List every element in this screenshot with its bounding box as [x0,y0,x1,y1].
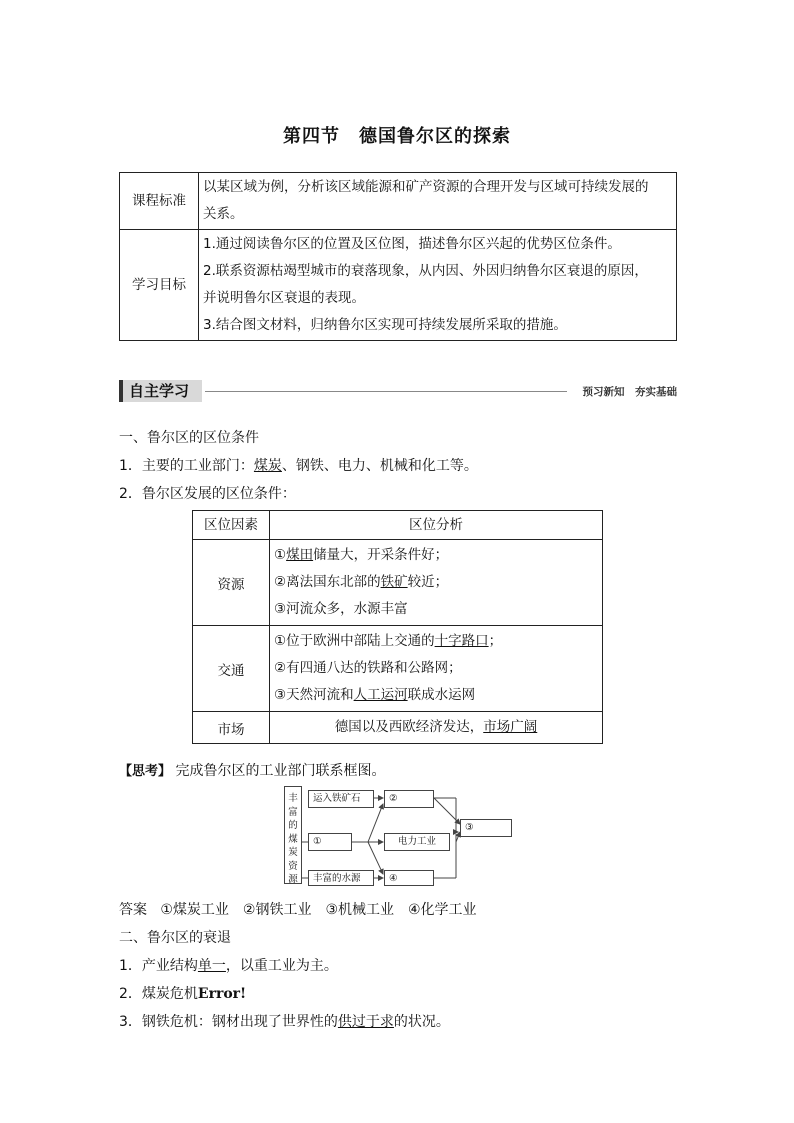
location-table [192,510,603,744]
industry-diagram [284,786,514,886]
text-span: ① [274,547,287,563]
text-line: 并说明鲁尔区衰退的表现。 [203,290,365,306]
blank-box-2: ② [384,790,434,808]
text-span: ，以重工业为主。 [225,958,338,974]
factor-analysis [270,540,603,626]
coal-resource-box: 丰富的煤炭资源 [284,786,302,884]
think-text: 完成鲁尔区的工业部门联系框图。 [175,763,386,779]
answer-text: ①煤炭工业 ②钢铁工业 ③机械工业 ④化学工业 [160,902,477,918]
text-line [274,682,598,709]
text-span: 的状况。 [393,1014,450,1030]
standard-label: 课程标准 [120,173,199,230]
table-header-row [193,511,603,540]
underlined-answer: 煤田 [286,547,314,563]
text-span: ③天然河流和 [274,687,354,703]
text-line: ②有四通八达的铁路和公路网； [274,660,462,676]
answer-line [119,899,477,919]
text-span: 3．钢铁危机：钢材出现了世界性的 [119,1014,338,1030]
text-span: ①位于欧洲中部陆上交通的 [274,633,435,649]
underlined-answer: 十字路口 [434,633,489,649]
underlined-answer: 单一 [197,958,226,974]
factor-analysis [270,626,603,712]
text-line [274,542,598,569]
factor-label: 交通 [193,626,270,712]
text-span: 2．煤炭危机 [119,986,198,1002]
part1-item2: 2．鲁尔区发展的区位条件： [119,486,296,502]
blank-box-4: ④ [384,870,434,886]
text-line: 关系。 [203,206,244,222]
text-span: ②离法国东北部的 [274,574,381,590]
underlined-answer: 供过于求 [337,1014,394,1030]
table-row [120,230,677,341]
section-divider [205,391,567,392]
curriculum-table [119,172,677,341]
factor-label: 资源 [193,540,270,626]
text-span: 1．主要的工业部门： [119,458,254,474]
factor-analysis [270,712,603,744]
text-line: ③河流众多，水源丰富 [274,601,408,617]
blank-box-1: ① [308,833,352,851]
page-title: 第四节 德国鲁尔区的探索 [283,126,511,147]
part2-item2 [119,983,246,1003]
text-line [274,628,598,655]
text-line: 3.结合图文材料，归纳鲁尔区实现可持续发展所采取的措施。 [203,317,567,333]
table-row [193,712,603,744]
text-line: 2.联系资源枯竭型城市的衰落现象，从内因、外因归纳鲁尔区衰退的原因， [203,263,648,279]
text-span: ； [488,633,503,649]
underlined-answer: 人工运河 [353,687,408,703]
error-text: Error! [197,986,247,1002]
goal-label: 学习目标 [120,230,199,341]
text-span: 、钢铁、电力、机械和化工等。 [281,458,478,474]
think-label: 【思考】 [119,764,172,779]
text-span: 1．产业结构 [119,958,198,974]
table-row [193,540,603,626]
underlined-answer: 市场广阔 [483,719,538,735]
section-subtitle: 预习新知 夯实基础 [582,386,677,398]
part1-item1 [119,455,478,475]
blank-box-3: ③ [460,819,512,837]
text-span: 联成水运网 [407,687,476,703]
standard-text [199,173,677,230]
factor-label: 市场 [193,712,270,744]
think-prompt [119,760,385,780]
text-span: 储量大，开采条件好； [313,547,449,563]
part1-heading: 一、鲁尔区的区位条件 [119,430,259,446]
text-line: 以某区域为例，分析该区域能源和矿产资源的合理开发与区域可持续发展的 [203,179,649,195]
part2-item3 [119,1011,450,1031]
column-header: 区位分析 [270,511,603,540]
text-line: 1.通过阅读鲁尔区的位置及区位图，描述鲁尔区兴起的优势区位条件。 [203,236,621,252]
table-row [193,626,603,712]
power-industry-box: 电力工业 [384,833,450,851]
iron-ore-box: 运入铁矿石 [308,790,374,808]
text-line [274,569,598,596]
column-header: 区位因素 [193,511,270,540]
underlined-answer: 铁矿 [380,574,408,590]
underlined-answer: 煤炭 [253,458,282,474]
answer-label: 答案 [119,902,147,918]
text-span: 较近； [407,574,449,590]
table-row [120,173,677,230]
text-span: 德国以及西欧经济发达， [334,719,484,735]
section-tag: 自主学习 [119,380,202,402]
part2-item1 [119,955,338,975]
part2-heading: 二、鲁尔区的衰退 [119,930,231,946]
section-header [119,380,677,404]
water-source-box: 丰富的水源 [308,870,374,886]
goal-text [199,230,677,341]
